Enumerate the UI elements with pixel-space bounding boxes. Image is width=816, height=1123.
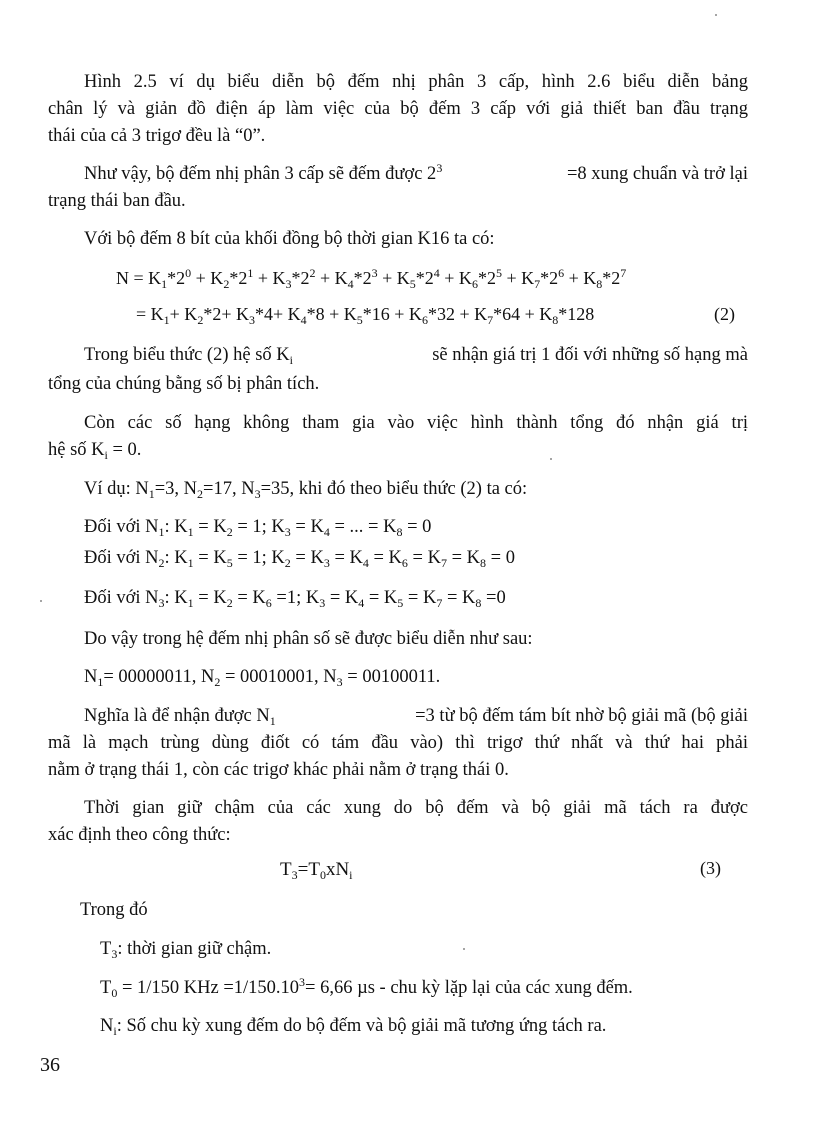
scan-speck [40,600,42,602]
scan-speck [550,458,552,460]
example-line: Ví dụ: $N_1=3$, $N_2=17$, $N_3=35$, khi đó theo biểu thức (2) ta có: [84,479,528,501]
paragraph-line: Với bộ đếm 8 bít của khối đồng bộ thời gian K16 ta có: [84,229,495,249]
equation-number-3: (3) [700,858,721,878]
case-line-n3: Đối với $N_3$: $K_1 = K_2 = K_6 =1$; $K_3 = K_4 = K_5 = K_7 = K_8 =0$ [84,588,506,610]
paragraph-line: nằm ở trạng thái 1, còn các trigơ khác phải nằm ở trạng thái 0. [48,760,509,780]
equation-number-2: (2) [714,304,735,324]
paragraph-line: mã là mạch trùng dùng điốt có tám đầu vào) thì trigơ thứ nhất và thứ hai phải [48,733,748,753]
definition-line: $T_0 = 1/150$ KHz $=1/150.10^3= 6,66$ µs - chu kỳ lặp lại của các xung đếm. [100,975,633,1000]
equation-line-2: = $K_1+ K_2*2+ K_3*4+ K_4*8 + K_5*16 + K_6*32 + K_7*64 + K_8*128$ [136,304,595,327]
paragraph-line: Trong biểu thức (2) hệ số $K_i$ sẽ nhận giá trị 1 đối với những số hạng mà [84,345,748,367]
paragraph-line: Do vậy trong hệ đếm nhị phân số sẽ được biểu diễn như sau: [84,629,533,649]
paragraph-line: hệ số $K_i = 0$. [48,440,142,462]
scan-speck [715,14,717,16]
paragraph-line: Hình 2.5 ví dụ biểu diễn bộ đếm nhị phân 3 cấp, hình 2.6 biểu diễn bảng [84,72,748,92]
page-number: 36 [40,1054,60,1076]
paragraph-line: trạng thái ban đầu. [48,191,186,211]
case-line-n1: Đối với $N_1$: $K_1 = K_2 = 1$; $K_3 = K_4$ = ... = $K_8 = 0$ [84,517,432,539]
paragraph-line: xác định theo công thức: [48,825,231,845]
paragraph-line: tổng của chúng bằng số bị phân tích. [48,374,320,394]
paragraph-line: Còn các số hạng không tham gia vào việc hình thành tổng đó nhận giá trị [84,413,748,433]
paragraph-line: Thời gian giữ chậm của các xung do bộ đếm và bộ giải mã tách ra được [84,798,748,818]
scan-speck [463,948,465,950]
definition-line: $N_i$: Số chu kỳ xung đếm do bộ đếm và bộ giải mã tương ứng tách ra. [100,1016,607,1038]
paragraph-line: thái của cả 3 trigơ đều là “0”. [48,126,266,146]
case-line-n2: Đối với $N_2$: $K_1 = K_5 = 1$; $K_2 = K_3 = K_4 = K_6 = K_7 = K_8 = 0$ [84,548,515,570]
equation-3: $T_3=T_0xN_i$ [280,859,353,882]
definition-line: $T_3$: thời gian giữ chậm. [100,939,272,961]
paragraph-line: Như vậy, bộ đếm nhị phân 3 cấp sẽ đếm được $2^3$ =8 xung chuẩn và trở lại [84,161,748,184]
paragraph-line: Nghĩa là để nhận được $N_1$ =3 từ bộ đếm tám bít nhờ bộ giải mã (bộ giải [84,706,748,728]
equation-line-1: $N = K_1*2^0 + K_2*2^1 + K_3*2^2 + K_4*2^3 + K_5*2^4 + K_6*2^5 + K_7*2^6 + K_8*2^7$ [116,266,627,291]
where-label: Trong đó [80,900,148,920]
binary-line: $N_1= 00000011$, $N_2 = 00010001$, $N_3 = 00100011$. [84,667,441,689]
paragraph-line: chân lý và giản đồ điện áp làm việc của bộ đếm 3 cấp với giả thiết ban đầu trạng [48,99,748,119]
